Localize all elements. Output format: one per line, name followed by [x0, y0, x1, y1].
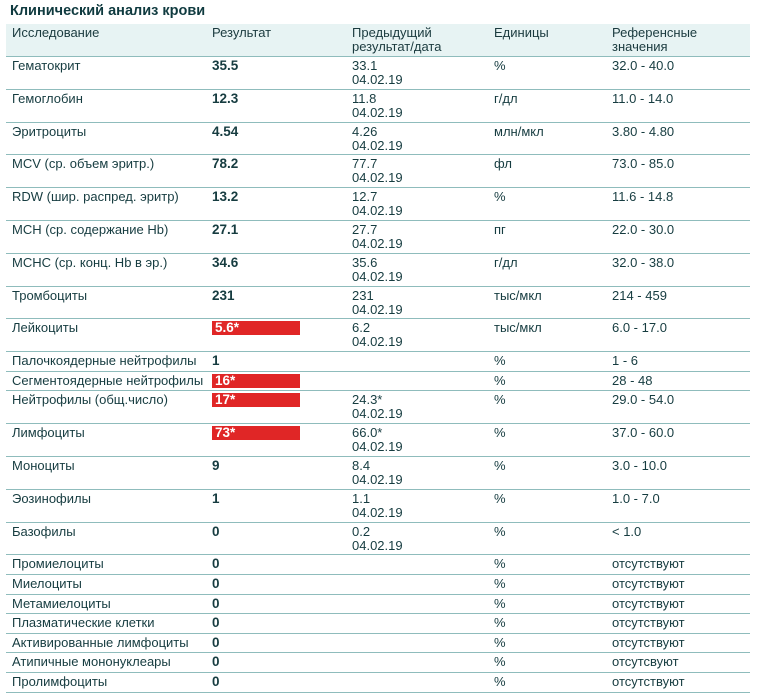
reference-range: < 1.0 [612, 523, 642, 539]
unit: % [494, 392, 506, 408]
unit: % [494, 615, 506, 631]
test-name: MCV (ср. объем эритр.) [12, 156, 155, 172]
table-row [6, 221, 750, 254]
result-value: 0 [212, 595, 220, 611]
unit: млн/мкл [494, 123, 544, 139]
reference-range: 37.0 - 60.0 [612, 425, 675, 441]
previous-value: 24.3* [352, 392, 383, 408]
abnormal-result-flag: 16* [212, 374, 300, 388]
unit: % [494, 58, 506, 73]
header-previous [352, 26, 441, 54]
previous-date: 04.02.19 [352, 301, 403, 317]
table-row [6, 575, 750, 595]
previous-result-cell [352, 92, 403, 120]
test-name: Тромбоциты [12, 287, 88, 303]
test-name: Нейтрофилы (общ.число) [12, 392, 168, 408]
table-row [6, 523, 750, 556]
result-cell [212, 636, 220, 650]
previous-date: 04.02.19 [352, 203, 403, 219]
previous-result-cell [352, 223, 403, 251]
test-name: Эритроциты [12, 123, 87, 139]
result-cell [212, 492, 220, 506]
table-row [6, 555, 750, 575]
previous-value: 8.4 [352, 457, 371, 473]
table-row [6, 287, 750, 320]
reference-range: отсутствуют [612, 595, 685, 611]
previous-result-cell [352, 59, 403, 87]
unit: пг [494, 221, 506, 237]
test-name: Пролимфоциты [12, 673, 108, 689]
result-cell [212, 675, 220, 689]
previous-date: 04.02.19 [352, 170, 403, 186]
result-cell [212, 92, 238, 106]
previous-date: 04.02.19 [352, 235, 403, 251]
unit: % [494, 673, 506, 689]
unit: % [494, 523, 506, 539]
report-title: Клинический анализ крови [10, 3, 206, 19]
previous-date: 04.02.19 [352, 334, 403, 350]
result-cell [212, 426, 300, 440]
table-row [6, 319, 750, 352]
previous-date: 04.02.19 [352, 72, 403, 87]
reference-range: отсутствуют [612, 575, 685, 591]
reference-range: 3.80 - 4.80 [612, 123, 675, 139]
previous-date: 04.02.19 [352, 268, 403, 284]
table-row [6, 457, 750, 490]
table-row [6, 653, 750, 673]
result-value: 78.2 [212, 156, 239, 172]
result-value: 27.1 [212, 221, 239, 237]
reference-range: 32.0 - 38.0 [612, 254, 675, 270]
abnormal-result-flag: 5.6* [212, 321, 300, 335]
previous-value: 0.2 [352, 523, 371, 539]
result-cell [212, 354, 220, 368]
result-cell [212, 577, 220, 591]
header-reference [612, 26, 697, 54]
reference-range: 1.0 - 7.0 [612, 490, 660, 506]
table-row [6, 188, 750, 221]
unit: % [494, 457, 506, 473]
result-cell [212, 525, 220, 539]
reference-range: 11.0 - 14.0 [612, 90, 674, 106]
result-cell [212, 557, 220, 571]
previous-result-cell [352, 256, 403, 284]
result-value: 0 [212, 556, 220, 572]
unit: г/дл [494, 254, 518, 270]
previous-result-cell [352, 393, 403, 421]
previous-result-cell [352, 125, 403, 153]
result-value: 1 [212, 490, 220, 506]
result-cell [212, 59, 238, 73]
test-name: Базофилы [12, 523, 76, 539]
reference-range: 32.0 - 40.0 [612, 58, 675, 73]
table-row [6, 57, 750, 90]
header-result: Результат [212, 25, 272, 40]
reference-range: отсутсвуют [612, 654, 679, 670]
table-row [6, 372, 750, 392]
previous-date: 04.02.19 [352, 471, 403, 487]
unit: % [494, 595, 506, 611]
previous-result-cell [352, 426, 403, 454]
reference-range: 29.0 - 54.0 [612, 392, 675, 408]
table-row [6, 254, 750, 287]
table-row [6, 634, 750, 654]
previous-value: 11.8 [352, 90, 377, 106]
result-cell [212, 459, 220, 473]
table-row [6, 673, 750, 693]
result-value: 0 [212, 575, 220, 591]
previous-value: 77.7 [352, 156, 378, 172]
header-reference-line1: Референсные [612, 25, 698, 40]
previous-result-cell [352, 492, 403, 520]
test-name: Миелоциты [12, 575, 82, 591]
previous-value: 6.2 [352, 320, 371, 336]
unit: тыс/мкл [494, 287, 542, 303]
previous-result-cell [352, 525, 403, 553]
reference-range: отсутствуют [612, 634, 685, 650]
previous-result-cell [352, 289, 403, 317]
reference-range: 11.6 - 14.8 [612, 189, 674, 205]
reference-range: отсутствуют [612, 615, 685, 631]
test-name: Эозинофилы [12, 490, 91, 506]
result-cell [212, 393, 300, 407]
result-value: 34.6 [212, 254, 239, 270]
result-cell [212, 256, 238, 270]
reference-range: 1 - 6 [612, 353, 639, 369]
result-value: 0 [212, 523, 220, 539]
reference-range: 6.0 - 17.0 [612, 320, 667, 336]
unit: % [494, 654, 506, 670]
table-row [6, 614, 750, 634]
result-value: 12.3 [212, 90, 239, 106]
result-value: 4.54 [212, 123, 239, 139]
test-name: Атипичные мононуклеары [12, 654, 171, 670]
result-value: 0 [212, 654, 220, 670]
table-row [6, 90, 750, 123]
result-cell [212, 374, 300, 388]
previous-date: 04.02.19 [352, 104, 403, 120]
result-value: 0 [212, 673, 220, 689]
result-value: 13.2 [212, 189, 239, 205]
unit: % [494, 189, 506, 205]
test-name: Моноциты [12, 457, 75, 473]
unit: % [494, 490, 506, 506]
table-row [6, 155, 750, 188]
test-name: Гематокрит [12, 58, 81, 73]
unit: г/дл [494, 90, 518, 106]
result-cell [212, 223, 238, 237]
result-value: 35.5 [212, 58, 239, 73]
reference-range: 3.0 - 10.0 [612, 457, 667, 473]
unit: % [494, 575, 506, 591]
test-name: MCH (ср. содержание Hb) [12, 221, 169, 237]
result-cell [212, 125, 238, 139]
test-name: Лимфоциты [12, 425, 85, 441]
previous-value: 33.1 [352, 58, 378, 73]
unit: % [494, 425, 506, 441]
previous-date: 04.02.19 [352, 439, 403, 455]
header-reference-line2: значения [612, 39, 668, 54]
table-row [6, 424, 750, 457]
result-value: 231 [212, 287, 235, 303]
previous-date: 04.02.19 [352, 406, 403, 422]
previous-date: 04.02.19 [352, 504, 403, 520]
test-name: MCHC (ср. конц. Hb в эр.) [12, 254, 168, 270]
previous-value: 12.7 [352, 189, 378, 205]
header-units: Единицы [494, 25, 549, 40]
result-cell [212, 616, 220, 630]
test-name: Палочкоядерные нейтрофилы [12, 353, 197, 369]
table-row [6, 352, 750, 372]
reference-range: 214 - 459 [612, 287, 667, 303]
test-name: Промиелоциты [12, 556, 104, 572]
header-previous-line2: результат/дата [352, 39, 442, 54]
previous-value: 35.6 [352, 254, 378, 270]
table-row [6, 595, 750, 615]
blood-test-table [6, 24, 750, 693]
unit: % [494, 634, 506, 650]
previous-value: 1.1 [352, 490, 371, 506]
test-name: RDW (шир. распред. эритр) [12, 189, 179, 205]
result-value: 0 [212, 634, 220, 650]
table-row [6, 391, 750, 424]
previous-result-cell [352, 157, 403, 185]
test-name: Сегментоядерные нейтрофилы [12, 372, 204, 388]
test-name: Гемоглобин [12, 90, 83, 106]
result-cell [212, 597, 220, 611]
header-previous-line1: Предыдущий [352, 25, 432, 40]
reference-range: отсутствуют [612, 673, 685, 689]
reference-range: 73.0 - 85.0 [612, 156, 675, 172]
result-value: 0 [212, 615, 220, 631]
previous-date: 04.02.19 [352, 537, 403, 553]
table-row [6, 123, 750, 156]
unit: % [494, 556, 506, 572]
previous-result-cell [352, 321, 403, 349]
previous-date: 04.02.19 [352, 137, 403, 153]
table-row [6, 490, 750, 523]
previous-value: 66.0* [352, 425, 383, 441]
unit: тыс/мкл [494, 320, 542, 336]
unit: фл [494, 156, 512, 172]
table-header [6, 24, 750, 57]
result-cell [212, 655, 220, 669]
previous-value: 4.26 [352, 123, 378, 139]
reference-range: отсутствуют [612, 556, 685, 572]
unit: % [494, 372, 506, 388]
reference-range: 22.0 - 30.0 [612, 221, 675, 237]
previous-result-cell [352, 459, 403, 487]
table-body [6, 57, 750, 693]
test-name: Лейкоциты [12, 320, 79, 336]
previous-value: 231 [352, 287, 374, 303]
result-value: 9 [212, 457, 220, 473]
header-name: Исследование [12, 25, 100, 40]
result-value: 1 [212, 353, 220, 369]
result-cell [212, 321, 300, 335]
unit: % [494, 353, 506, 369]
previous-value: 27.7 [352, 221, 378, 237]
result-cell [212, 289, 235, 303]
result-cell [212, 157, 238, 171]
previous-result-cell [352, 190, 403, 218]
result-cell [212, 190, 238, 204]
test-name: Активированные лимфоциты [12, 634, 189, 650]
reference-range: 28 - 48 [612, 372, 653, 388]
test-name: Метамиелоциты [12, 595, 111, 611]
test-name: Плазматические клетки [12, 615, 155, 631]
abnormal-result-flag: 73* [212, 426, 300, 440]
abnormal-result-flag: 17* [212, 393, 300, 407]
